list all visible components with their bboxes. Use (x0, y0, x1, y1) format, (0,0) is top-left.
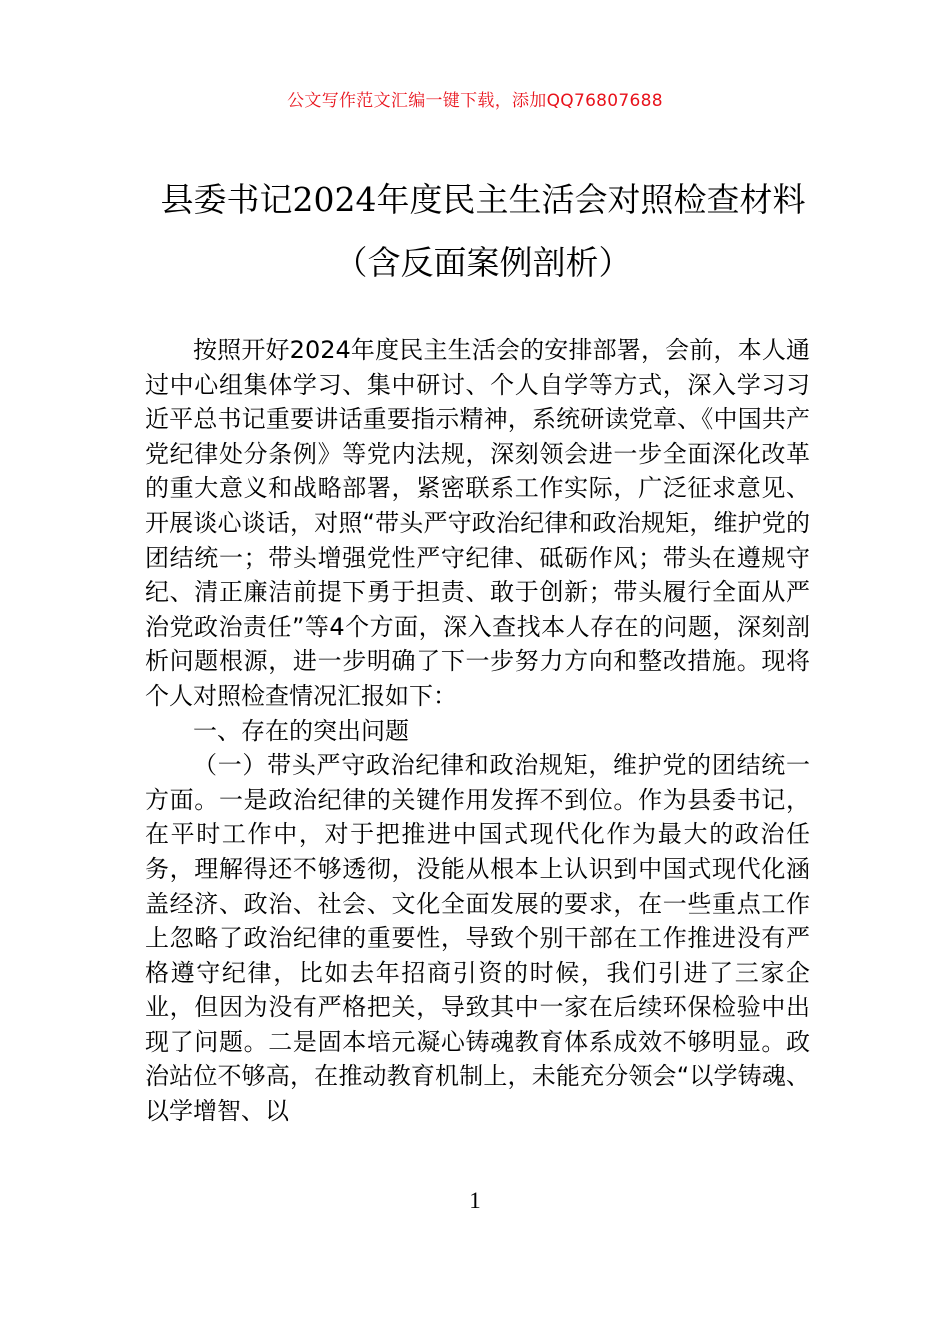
intro-paragraph: 按照开好2024年度民主生活会的安排部署，会前，本人通过中心组集体学习、集中研讨、个人自学等方式，深入学习习近平总书记重要讲话重要指示精神，系统研读党章、《中国共产党纪律处分条例》等党内法规，深刻领会进一步全面深化改革的重大意义和战略部署，紧密联系工作实际，广泛征求意见、开展谈心谈话，对照“带头严守政治纪律和政治规矩，维护党的团结统一；带头增强党性严守纪律、砥砺作风；带头在遵规守纪、清正廉洁前提下勇于担责、敢于创新；带头履行全面从严治党政治责任”等4个方面，深入查找本人存在的问题，深刻剖析问题根源，进一步明确了下一步努力方向和整改措施。现将个人对照检查情况汇报如下： (145, 336, 810, 710)
document-title: 县委书记2024年度民主生活会对照检查材料（含反面案例剖析） (160, 180, 806, 282)
page-number: 1 (469, 1188, 481, 1213)
section-heading: 一、存在的突出问题 (193, 716, 409, 745)
subsection-paragraph: （一）带头严守政治纪律和政治规矩，维护党的团结统一方面。一是政治纪律的关键作用发挥不到位。作为县委书记，在平时工作中，对于把推进中国式现代化作为最大的政治任务，理解得还不够透彻，没能从根本上认识到中国式现代化涵盖经济、政治、社会、文化全面发展的要求，在一些重点工作上忽略了政治纪律的重要性，导致个别干部在工作推进没有严格遵守纪律，比如去年招商引资的时候，我们引进了三家企业，但因为没有严格把关，导致其中一家在后续环保检验中出现了问题。二是固本培元凝心铸魂教育体系成效不够明显。政治站位不够高，在推动教育机制上，未能充分领会“以学铸魂、以学增智、以 (145, 751, 810, 1126)
document-body (145, 333, 810, 1129)
header-promo-text: 公文写作范文汇编一键下载，添加QQ76807688 (287, 91, 663, 111)
